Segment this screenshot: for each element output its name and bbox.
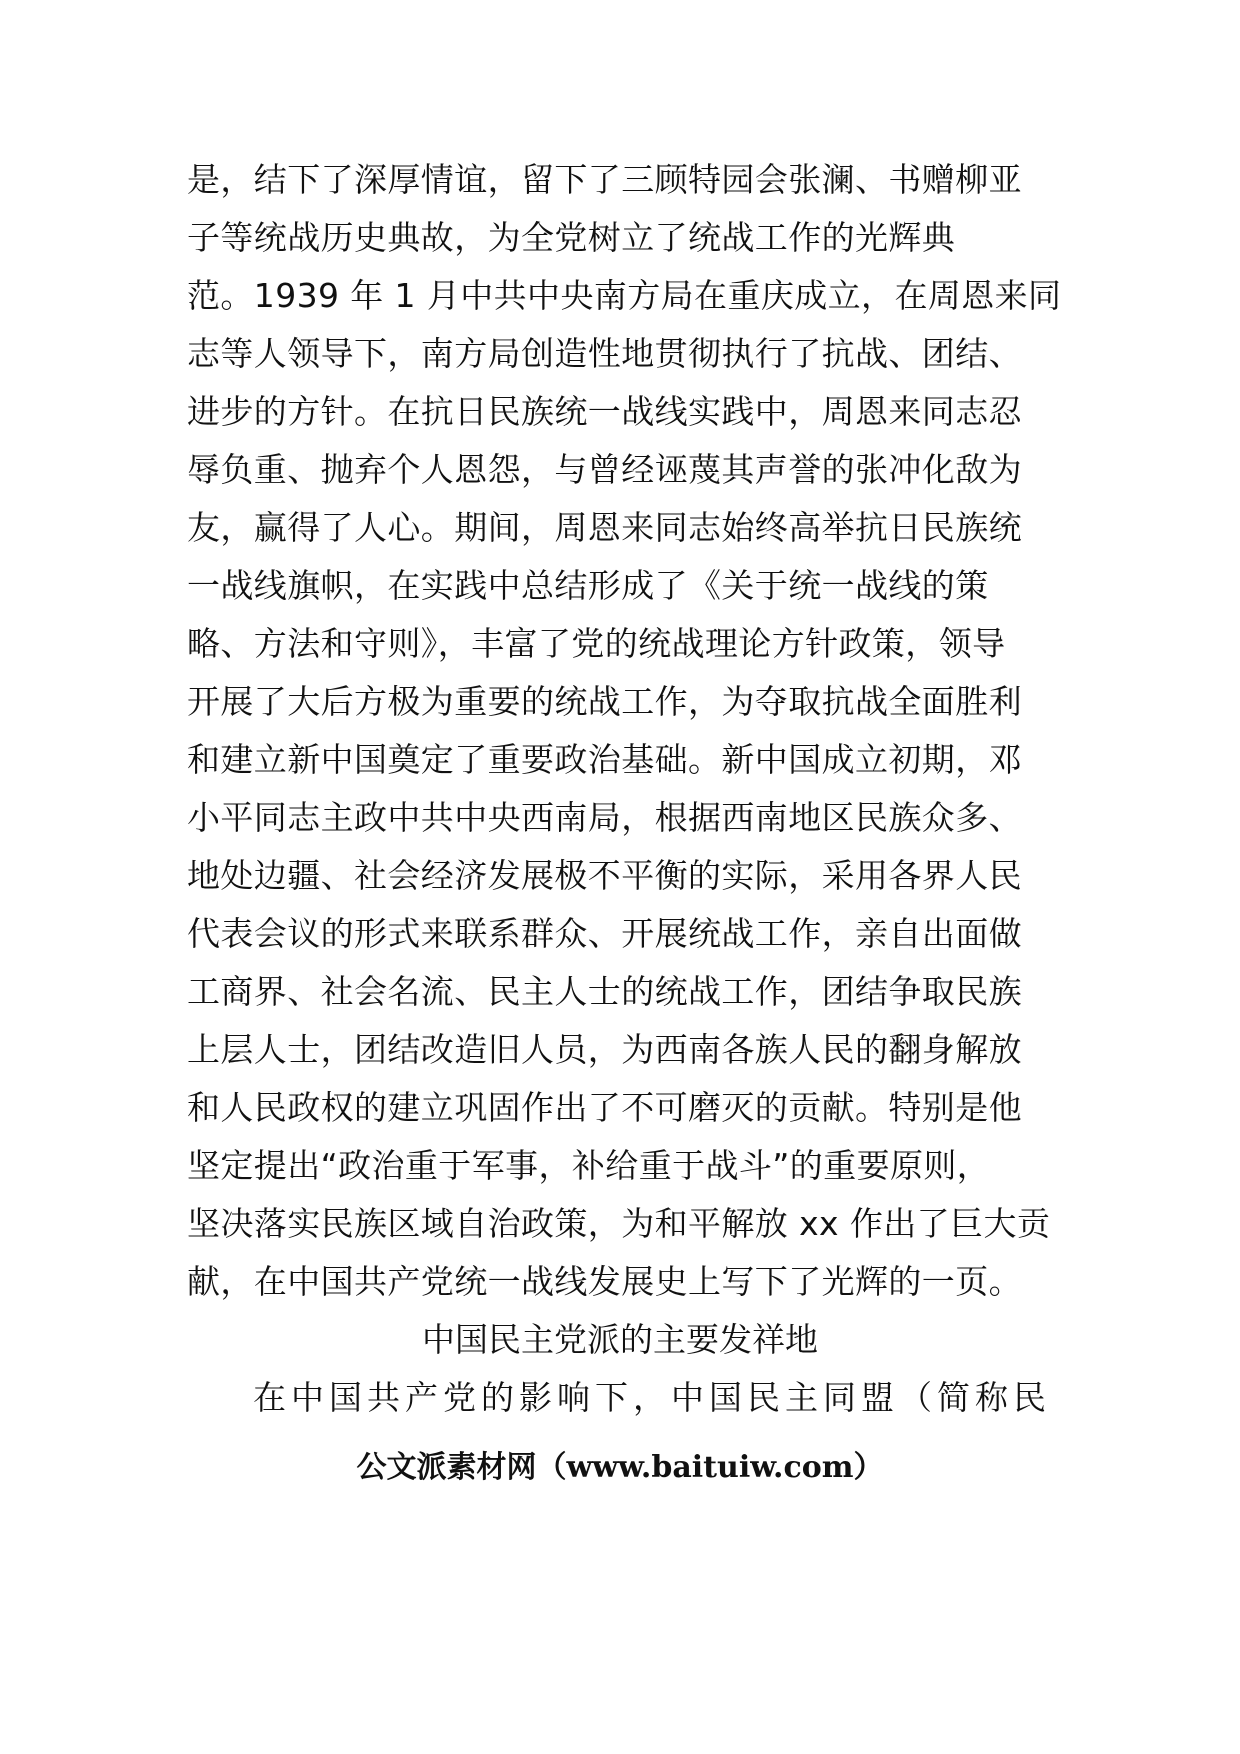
section-heading: 中国民主党派的主要发祥地 [422, 1320, 818, 1359]
body-line: 友，赢得了人心。期间，周恩来同志始终高举抗日民族统 [187, 508, 1022, 547]
body-line: 一战线旗帜，在实践中总结形成了《关于统一战线的策 [187, 566, 989, 605]
body-line: 是，结下了深厚情谊，留下了三顾特园会张澜、书赠柳亚 [187, 160, 1022, 199]
body-line: 献，在中国共产党统一战线发展史上写下了光辉的一页。 [187, 1262, 1022, 1301]
body-line: 略、方法和守则》，丰富了党的统战理论方针政策，领导 [187, 624, 1006, 663]
body-line: 和建立新中国奠定了重要政治基础。新中国成立初期，邓 [187, 740, 1022, 779]
body-line: 辱负重、抛弃个人恩怨，与曾经诬蔑其声誉的张冲化敌为 [187, 450, 1022, 489]
body-line: 子等统战历史典故，为全党树立了统战工作的光辉典 [187, 218, 956, 257]
body-line: 进步的方针。在抗日民族统一战线实践中，周恩来同志忍 [187, 392, 1022, 431]
footer-source: 公文派素材网（www.baituiw.com） [356, 1450, 884, 1485]
body-line: 范。1939 年 1 月中共中央南方局在重庆成立，在周恩来同 [187, 276, 1062, 315]
body-line: 开展了大后方极为重要的统战工作，为夺取抗战全面胜利 [187, 682, 1022, 721]
body-line: 坚定提出“政治重于军事，补给重于战斗”的重要原则， [187, 1146, 991, 1185]
body-line: 地处边疆、社会经济发展极不平衡的实际，采用各界人民 [187, 856, 1022, 895]
body-line: 工商界、社会名流、民主人士的统战工作，团结争取民族 [187, 972, 1022, 1011]
body-line: 代表会议的形式来联系群众、开展统战工作，亲自出面做 [187, 914, 1022, 953]
body-line: 和人民政权的建立巩固作出了不可磨灭的贡献。特别是他 [187, 1088, 1022, 1127]
body-line: 小平同志主政中共中央西南局，根据西南地区民族众多、 [187, 798, 1022, 837]
section-first-line: 在中国共产党的影响下，中国民主同盟（简称民 [253, 1378, 1051, 1417]
body-line: 上层人士，团结改造旧人员，为西南各族人民的翻身解放 [187, 1030, 1022, 1069]
body-line: 志等人领导下，南方局创造性地贯彻执行了抗战、团结、 [187, 334, 1022, 373]
body-line: 坚决落实民族区域自治政策，为和平解放 xx 作出了巨大贡 [187, 1204, 1051, 1243]
